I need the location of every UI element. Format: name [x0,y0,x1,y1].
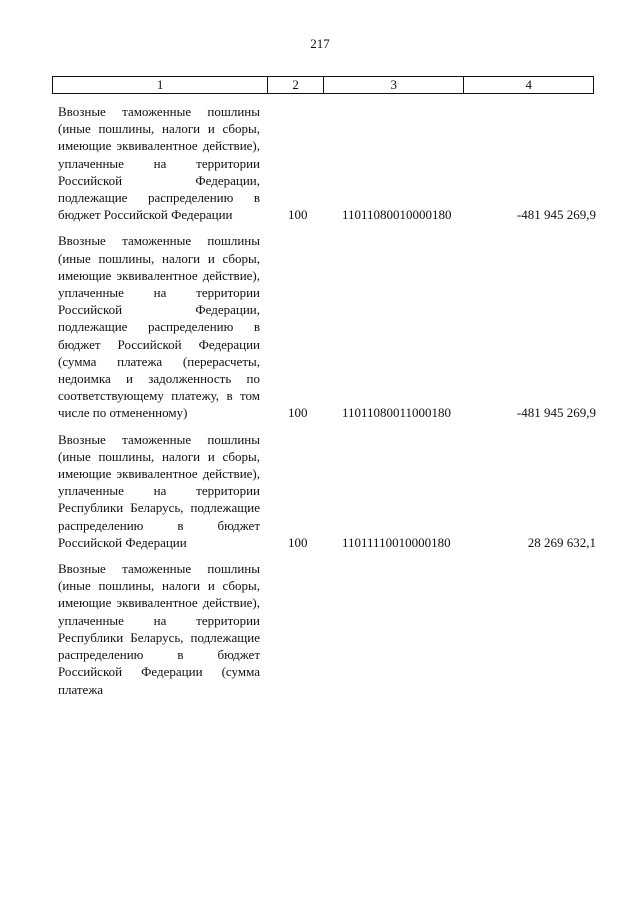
header-col-2: 2 [268,77,324,93]
header-col-1: 1 [53,77,268,93]
table-header [52,76,594,94]
row-admin-code: 100 [288,207,308,223]
row-amount: -481 945 269,9 [516,207,596,223]
page-number: 217 [310,36,330,51]
table-row [58,103,598,223]
row-amount: -481 945 269,9 [516,405,596,421]
header-col-4: 4 [525,77,532,92]
header-col-3: 3 [324,77,464,93]
table-body [58,103,598,698]
table-row [58,560,598,698]
row-description: Ввозные таможенные пошлины (иные пошлины, налоги и сборы, имеющие эквивалентное действие), уплаченные на территории Российской Федерации, подлежащие распределению в бюджет Российской Федерации [58,104,260,223]
row-description: Ввозные таможенные пошлины (иные пошлины, налоги и сборы, имеющие эквивалентное действие), уплаченные на территории Республики Беларусь, подлежащие распределению в бюджет Российской Федерации [58,431,260,550]
row-admin-code: 100 [288,405,308,421]
row-kbk: 11011080010000180 [342,207,452,223]
row-description: Ввозные таможенные пошлины (иные пошлины, налоги и сборы, имеющие эквивалентное действие), уплаченные на территории Республики Беларусь, подлежащие распределению в бюджет Российской Федерации (сумма платежа [58,561,260,697]
row-amount: 28 269 632,1 [527,534,596,550]
row-admin-code: 100 [288,534,308,550]
row-kbk: 11011080011000180 [342,405,452,421]
table-row [58,232,598,421]
row-description: Ввозные таможенные пошлины (иные пошлины, налоги и сборы, имеющие эквивалентное действие), уплаченные на территории Российской Федерации, подлежащие распределению в бюджет Российской Федерации (сумма платежа (перерасчеты, недоимка и задолженность по соответствующему платежу, в том числе по отмененному) [58,233,260,421]
table-row [58,431,598,551]
row-kbk: 11011110010000180 [342,534,451,550]
